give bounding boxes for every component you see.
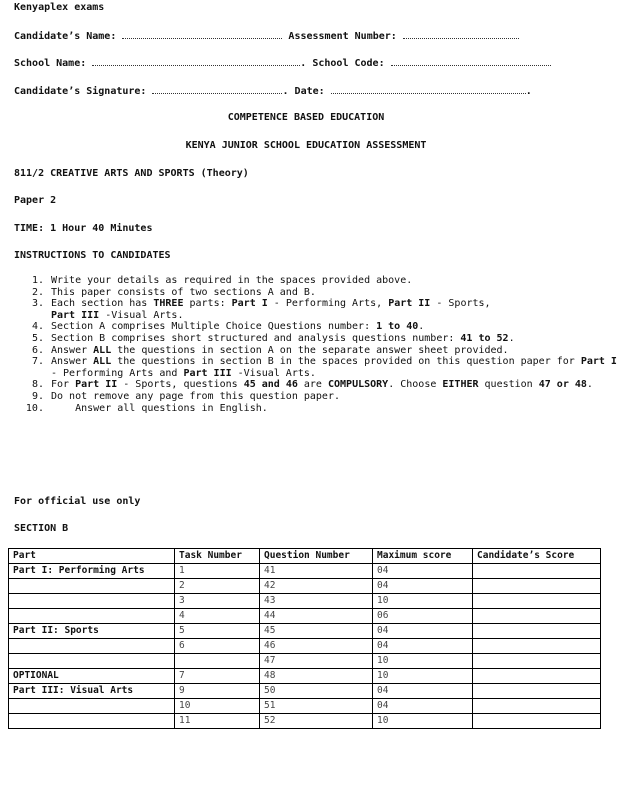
table-row: 47 10 — [9, 654, 601, 669]
instruction-item: 6. Answer ALL the questions in section A on the separate answer sheet provided. — [50, 345, 620, 357]
candidate-score-cell[interactable] — [473, 654, 601, 669]
signature-row: Candidate’s Signature: . Date: . — [14, 86, 532, 97]
candidate-score-cell[interactable] — [473, 669, 601, 684]
table-row: Part II: Sports 5 45 04 — [9, 624, 601, 639]
header-part: Part — [9, 549, 175, 564]
candidate-score-cell[interactable] — [473, 699, 601, 714]
source-label: Kenyaplex exams — [14, 2, 105, 13]
candidate-details-row — [14, 30, 519, 42]
section-b-label: SECTION B — [14, 523, 69, 534]
instruction-item: 4. Section A comprises Multiple Choice Questions number: 1 to 40. — [50, 321, 620, 333]
instruction-item: 8. For Part II - Sports, questions 45 and 46 are COMPULSORY. Choose EITHER question 47 or 48. — [50, 379, 620, 391]
instruction-item: 10. Answer all questions in English. — [50, 403, 620, 415]
title-competence: COMPETENCE BASED EDUCATION — [227, 112, 385, 123]
table-row: 4 44 06 — [9, 609, 601, 624]
instruction-item: 1. Write your details as required in the spaces provided above. — [50, 275, 620, 287]
signature-label: Candidate’s Signature: — [14, 86, 147, 97]
date-field[interactable] — [331, 85, 526, 94]
instruction-item: 7. Answer ALL the questions in section B in the spaces provided on this question paper for Part I - Performing Arts and Part III -Visual Arts. — [50, 356, 620, 379]
table-row: OPTIONAL 7 48 10 — [9, 669, 601, 684]
header-question: Question Number — [260, 549, 373, 564]
school-name-field[interactable] — [92, 57, 300, 66]
candidate-score-cell[interactable] — [473, 639, 601, 654]
official-use-label: For official use only — [14, 496, 141, 507]
instruction-item: 2. This paper consists of two sections A and B. — [50, 287, 620, 299]
candidate-score-cell[interactable] — [473, 579, 601, 594]
school-code-label: School Code: — [312, 58, 385, 69]
instructions-list — [14, 275, 620, 414]
title-assessment: KENYA JUNIOR SCHOOL EDUCATION ASSESSMENT — [185, 140, 427, 151]
school-details-row: School Name: . School Code: — [14, 57, 551, 69]
instruction-item: 5. Section B comprises short structured and analysis questions number: 41 to 52. — [50, 333, 620, 345]
table-row: Part III: Visual Arts 9 50 04 — [9, 684, 601, 699]
candidate-name-field[interactable] — [122, 30, 282, 39]
instruction-item: 9. Do not remove any page from this question paper. — [50, 391, 620, 403]
table-row: 6 46 04 — [9, 639, 601, 654]
date-label: Date: — [294, 86, 325, 97]
instructions-heading: INSTRUCTIONS TO CANDIDATES — [14, 250, 171, 261]
time-label: TIME: 1 Hour 40 Minutes — [14, 223, 153, 234]
school-code-field[interactable] — [391, 57, 551, 66]
assessment-number-field[interactable] — [403, 30, 519, 39]
table-row: 11 52 10 — [9, 714, 601, 729]
table-row: Part I: Performing Arts 1 41 04 — [9, 564, 601, 579]
table-row: 3 43 10 — [9, 594, 601, 609]
assessment-number-label: Assessment Number: — [288, 31, 397, 42]
header-candidate: Candidate’s Score — [473, 549, 601, 564]
signature-field[interactable] — [152, 85, 282, 94]
header-task: Task Number — [175, 549, 260, 564]
candidate-score-cell[interactable] — [473, 684, 601, 699]
score-table-header — [9, 549, 601, 564]
subject-title: 811/2 CREATIVE ARTS AND SPORTS (Theory) — [14, 168, 249, 179]
candidate-name-label: Candidate’s Name: — [14, 31, 117, 42]
candidate-score-cell[interactable] — [473, 564, 601, 579]
score-table — [8, 548, 601, 729]
header-max: Maximum score — [373, 549, 473, 564]
candidate-score-cell[interactable] — [473, 714, 601, 729]
instruction-item: 3. Each section has THREE parts: Part I - Performing Arts, Part II - Sports, Part III -Visual Arts. — [50, 298, 620, 321]
table-row: 2 42 04 — [9, 579, 601, 594]
candidate-score-cell[interactable] — [473, 609, 601, 624]
paper-label: Paper 2 — [14, 195, 57, 206]
school-name-label: School Name: — [14, 58, 87, 69]
candidate-score-cell[interactable] — [473, 624, 601, 639]
candidate-score-cell[interactable] — [473, 594, 601, 609]
table-row: 10 51 04 — [9, 699, 601, 714]
